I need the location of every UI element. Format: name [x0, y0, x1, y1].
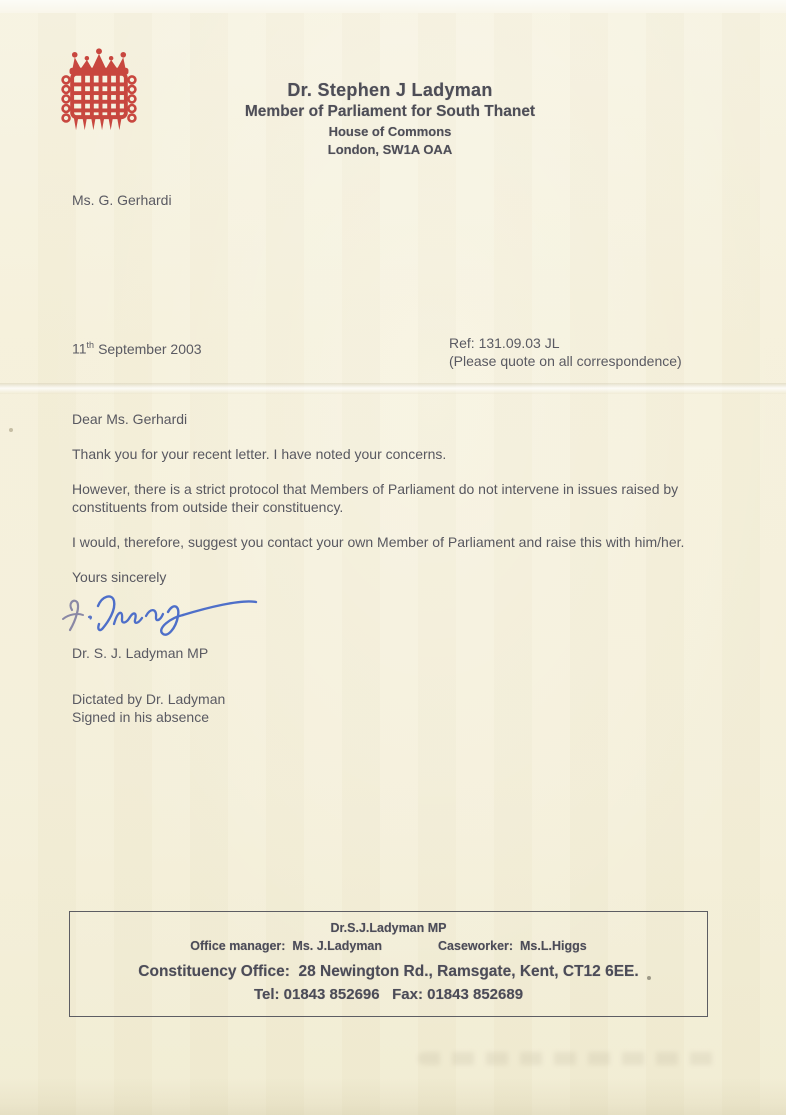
body-paragraph: I would, therefore, suggest you contact your own Member of Parliament and raise this with him/her. — [72, 534, 685, 550]
letter-date — [72, 340, 202, 357]
scan-bottom-shade — [0, 1078, 786, 1115]
footer-mp-name: Dr.S.J.Ladyman MP — [330, 921, 447, 935]
signatory-name: Dr. S. J. Ladyman MP — [72, 645, 209, 661]
letterhead — [150, 80, 630, 160]
reverse-side-showthrough — [418, 1052, 718, 1065]
fold-crease — [0, 383, 786, 394]
date-day: 11 — [72, 340, 87, 357]
reference-block — [449, 334, 682, 370]
body-paragraph: However, there is a strict protocol that Members of Parliament do not intervene in issues raised by constituents from outside their constituency. — [72, 481, 679, 515]
body-paragraph: Thank you for your recent letter. I have noted your concerns. — [72, 446, 447, 462]
footer-telfax: Tel: 01843 852696 Fax: 01843 852689 — [253, 986, 524, 1003]
paper-speck — [647, 976, 651, 980]
portcullis-crown-icon — [60, 46, 138, 138]
dictation-note: Dictated by Dr. Ladyman — [72, 691, 226, 707]
date-ordinal: th — [86, 340, 95, 350]
footer-staff-line — [70, 939, 707, 953]
footer-office-manager: Office manager: Ms. J.Ladyman — [190, 939, 383, 953]
letter-body — [72, 410, 728, 603]
dictation-notes — [72, 691, 225, 726]
scan-edge-band — [0, 0, 786, 13]
letterhead-address: London, SW1A OAA — [327, 142, 453, 157]
reference-note: (Please quote on all correspondence) — [449, 353, 682, 369]
salutation: Dear Ms. Gerhardi — [72, 411, 188, 427]
footer-address: Constituency Office: 28 Newington Rd., Ramsgate, Kent, CT12 6EE. — [138, 963, 639, 980]
date-month-year: September 2003 — [98, 340, 202, 357]
mp-title: Member of Parliament for South Thanet — [244, 103, 536, 120]
absence-note: Signed in his absence — [72, 708, 209, 725]
paper-speck — [9, 428, 13, 432]
house-of-commons-line: House of Commons — [328, 124, 452, 139]
constituency-office-box — [69, 911, 708, 1017]
mp-name: Dr. Stephen J Ladyman — [287, 80, 493, 100]
footer-caseworker: Caseworker: Ms.L.Higgs — [438, 939, 587, 953]
signature-ink-icon — [56, 586, 268, 648]
recipient-name: Ms. G. Gerhardi — [72, 192, 172, 208]
closing: Yours sincerely — [72, 569, 167, 585]
reference-number: Ref: 131.09.03 JL — [449, 335, 560, 351]
